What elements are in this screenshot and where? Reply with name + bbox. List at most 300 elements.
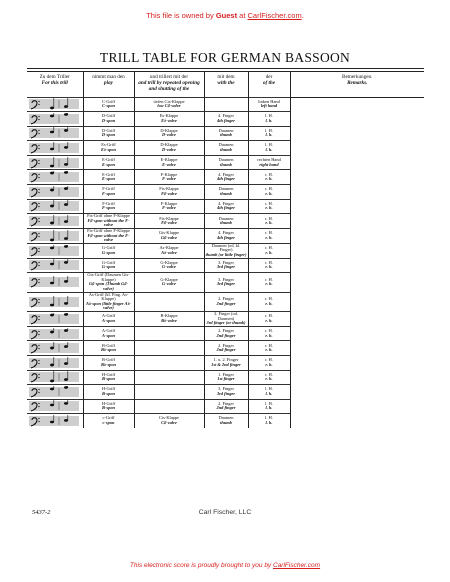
fingering-cell [83,126,134,141]
trill-notation [27,326,83,341]
hand-de: l. H. [265,142,273,148]
key-cell [134,370,204,385]
key-en: D-valve [162,147,176,153]
table-row [27,311,424,326]
fingering-de: D-Griff [101,127,116,133]
fingering-cell [83,399,134,414]
finger-de: 4. Finger [218,171,234,177]
finger-cell [204,311,248,326]
finger-de: 3. Finger [218,259,234,265]
bass-staff-icon [28,245,80,257]
bass-staff-icon [28,342,80,354]
hand-en: l. h. [265,390,273,396]
trill-notation [27,229,83,244]
hand-en: r. h. [265,376,273,382]
bass-staff-icon [28,215,80,227]
publisher-name: Carl Fischer, LLC [198,509,252,516]
finger-de: 1. u. 2. Finger [213,357,239,363]
remarks-cell [290,155,424,170]
fingering-cell [83,229,134,244]
bass-staff-icon [28,157,80,169]
trill-notation [27,341,83,356]
hand-en: r. h. [265,176,273,182]
remarks-cell [290,414,424,428]
finger-cell [204,341,248,356]
trill-notation [27,185,83,200]
key-cell [134,355,204,370]
remarks-cell [290,385,424,400]
key-en: G♯-valve [160,234,178,240]
bass-staff-icon [28,230,80,242]
finger-cell [204,414,248,428]
finger-de: Daumen [218,215,234,221]
finger-cell [204,385,248,400]
remarks-cell [290,341,424,356]
key-de: tiefen Cis-Klappe [153,98,185,104]
remarks-cell [290,243,424,258]
fingering-cell [83,97,134,112]
fingering-de: Es-Griff [101,142,116,148]
fingering-en: D-spon [101,117,116,123]
hand-de: r. H. [265,215,273,221]
hand-en: l. h. [265,117,273,123]
bass-staff-icon [28,296,80,308]
fingering-de: G-Griff [101,245,116,251]
hand-en: l. h. [265,132,273,138]
table-row [27,112,424,127]
finger-en: 4th finger [217,205,235,211]
key-en: E♭-valve [161,117,177,123]
remarks-cell [290,126,424,141]
trill-notation [27,311,83,326]
hand-de: r. H. [265,186,273,192]
trill-notation [27,414,83,428]
finger-cell [204,97,248,112]
hand-en: l. h. [265,420,273,426]
title-rule [27,68,424,69]
finger-en: thumb [220,161,232,167]
finger-en: 3rd finger (or thumb) [206,320,246,326]
key-de: E-Klappe [160,157,178,163]
hand-en: r. h. [265,300,273,306]
hand-de: r. H. [265,245,273,251]
hand-cell [248,311,290,326]
fingering-en: D-spon [101,132,116,138]
fingering-cell [83,326,134,341]
hand-cell [248,341,290,356]
fingering-cell [83,170,134,185]
finger-cell [204,112,248,127]
hand-cell [248,414,290,428]
fingering-en: E♭-spon [100,147,116,153]
finger-de: 4. Finger [218,230,234,236]
finger-cell [204,292,248,311]
finger-en: thumb [220,132,232,138]
table-row [27,170,424,185]
key-en: F♯-valve [161,190,177,196]
key-en: E-valve [162,161,176,167]
finger-en: 2nd finger [216,300,236,306]
hand-cell [248,326,290,341]
finger-de: 2. Finger [218,342,234,348]
key-en: low C♯-valve [157,103,181,109]
remarks-cell [290,399,424,414]
key-en: F♯-valve [161,220,177,226]
key-cell [134,170,204,185]
header-key: und trillert mit der and trill by repeated opening and shutting of the [134,72,204,97]
remarks-cell [290,311,424,326]
finger-cell [204,355,248,370]
fingering-en: E-spon [102,161,115,167]
table-row [27,155,424,170]
fingering-en: A♭-spon (little finger A♭-valve) [85,300,132,311]
fingering-de: D-Griff [101,113,116,119]
finger-cell [204,214,248,229]
key-en: F-valve [162,176,176,182]
trill-notation [27,370,83,385]
fingering-cell [83,243,134,258]
table-row [27,355,424,370]
key-en: B♭-valve [161,317,177,323]
hand-cell [248,399,290,414]
remarks-cell [290,112,424,127]
fingering-en: B-spon [102,405,115,411]
table-row [27,185,424,200]
key-cell [134,258,204,273]
fingering-cell [83,185,134,200]
key-de: F-Klappe [160,200,178,206]
header-trill: Zu dem Triller For this trill [39,74,70,86]
fingering-de: As-Griff (kl. Fing. As-Klappe) [88,292,129,302]
finger-cell [204,243,248,258]
header-fingering: nimmt man den play [83,72,134,97]
bottom-notice: This electronic score is proudly brought to you by CarlFischer.com [129,562,321,569]
hand-en: r. h. [265,249,273,255]
trill-notation [27,355,83,370]
hand-en: l. h. [265,147,273,153]
fingering-de: F-Griff [102,186,115,192]
finger-cell [204,326,248,341]
key-cell [134,414,204,428]
finger-cell [204,273,248,292]
finger-en: 3rd finger [216,281,236,287]
key-cell [134,399,204,414]
key-de: As-Klappe [159,245,179,251]
table-row [27,258,424,273]
hand-cell [248,243,290,258]
key-cell [134,229,204,244]
hand-de: r. H. [265,313,273,319]
key-en: C♯-valve [161,420,177,426]
fingering-cell [83,155,134,170]
key-cell [134,185,204,200]
trill-notation [27,155,83,170]
carlfischer-link-bottom[interactable]: CarlFischer.com [273,562,321,569]
fingering-en: B-spon [102,376,115,382]
fingering-de: A-Griff [101,327,116,333]
bass-staff-icon [28,415,80,427]
fingering-cell [83,214,134,229]
table-row [27,370,424,385]
bass-staff-icon [28,127,80,139]
fingering-de: F-Griff [102,200,115,206]
hand-de: r. H. [265,357,273,363]
trill-notation [27,141,83,156]
fingering-cell [83,273,134,292]
fingering-en: G-spon [101,249,116,255]
trill-notation [27,243,83,258]
key-de: Fis-Klappe [159,215,179,221]
trill-table [27,72,424,428]
table-row [27,243,424,258]
finger-cell [204,155,248,170]
hand-de: rechten Hand [257,157,281,163]
table-row [27,229,424,244]
key-cell [134,292,204,311]
fingering-cell [83,292,134,311]
fingering-en: F-spon [102,190,115,196]
key-cell [134,199,204,214]
fingering-cell [83,258,134,273]
finger-de: Daumen [218,157,234,163]
trill-notation [27,112,83,127]
hand-de: l. H. [265,415,273,421]
fingering-de: H-Griff [101,386,116,392]
key-en: A♭-valve [161,249,177,255]
key-en: F-valve [162,205,176,211]
fingering-de: Fis-Griff ohne F-Klappe [87,228,130,234]
fingering-de: E-Griff [102,157,115,163]
remarks-cell [290,370,424,385]
header-row [27,72,424,97]
bass-staff-icon [28,276,80,288]
fingering-en: B♭-spon [100,347,116,353]
hand-en: r. h. [265,234,273,240]
fingering-en: B♭-spon [100,361,116,367]
hand-de: l. H. [265,113,273,119]
finger-cell [204,370,248,385]
table-row [27,341,424,356]
finger-de: 3. Finger [218,386,234,392]
finger-de: 2. Finger [218,296,234,302]
hand-de: linken Hand [258,98,280,104]
hand-de: r. H. [265,259,273,265]
remarks-cell [290,229,424,244]
bass-staff-icon [28,142,80,154]
fingering-en: F♯-spon without the F-valve [87,217,130,228]
finger-de: 3. Finger (od. Daumen) [214,311,238,321]
bass-staff-icon [28,113,80,125]
fingering-de: C-Griff [101,98,116,104]
finger-en: 1st finger [217,376,235,382]
hand-de: r. H. [265,327,273,333]
fingering-de: A-Griff [101,313,116,319]
table-row [27,214,424,229]
hand-cell [248,185,290,200]
finger-en: 2nd finger [216,405,236,411]
header-remarks: Bemerkungen. Remarks. [290,72,424,97]
hand-cell [248,170,290,185]
finger-de: 1. Finger [218,371,234,377]
hand-de: r. H. [265,342,273,348]
key-cell [134,273,204,292]
fingering-cell [83,341,134,356]
fingering-de: E-Griff [102,171,115,177]
fingering-de: H-Griff [101,400,116,406]
bass-staff-icon [28,357,80,369]
finger-en: thumb (or little finger) [205,252,247,257]
finger-en: 4th finger [217,234,235,240]
hand-en: r. h. [265,317,273,323]
remarks-cell [290,355,424,370]
hand-de: l. H. [265,386,273,392]
key-cell [134,311,204,326]
fingering-de: B-Griff [101,357,116,363]
finger-cell [204,185,248,200]
hand-cell [248,229,290,244]
finger-de: 4. Finger [218,200,234,206]
page-title: TRILL TABLE FOR GERMAN BASSOON [99,50,351,65]
trill-notation [27,273,83,292]
remarks-cell [290,141,424,156]
finger-en: thumb [220,190,232,196]
key-en: D-valve [162,132,176,138]
key-de: Fis-Klappe [159,186,179,192]
finger-de: Daumen (od. kl. Finger) [211,243,241,253]
trill-notation [27,170,83,185]
bass-staff-icon [28,328,80,340]
finger-cell [204,170,248,185]
hand-de: r. H. [265,296,273,302]
bass-staff-icon [28,259,80,271]
hand-cell [248,199,290,214]
hand-cell [248,273,290,292]
fingering-en: C-spon [102,103,115,109]
remarks-cell [290,258,424,273]
hand-de: r. H. [265,200,273,206]
hand-cell [248,141,290,156]
hand-en: left hand [260,103,278,109]
hand-en: r. h. [265,361,273,367]
key-de: B-Klappe [160,313,178,319]
hand-cell [248,385,290,400]
finger-en: 3rd finger [216,390,236,396]
hand-cell [248,292,290,311]
key-cell [134,214,204,229]
key-en: G-valve [162,264,176,270]
remarks-cell [290,292,424,311]
table-row [27,292,424,311]
fingering-en: E-spon [102,176,115,182]
hand-en: r. h. [265,264,273,270]
hand-de: r. H. [265,276,273,282]
bass-staff-icon [28,400,80,412]
hand-de: l. H. [265,127,273,133]
hand-de: r. H. [265,371,273,377]
table-row [27,97,424,112]
fingering-en: A-spon [102,317,115,323]
carlfischer-link[interactable]: CarlFischer.com [247,11,302,20]
fingering-de: H-Griff [101,371,116,377]
finger-cell [204,141,248,156]
hand-en: right hand [259,161,279,167]
bass-staff-icon [28,98,80,110]
key-de: D-Klappe [160,142,178,148]
finger-de: 4. Finger [218,113,234,119]
hand-cell [248,370,290,385]
trill-notation [27,97,83,112]
finger-en: 1st & 2nd finger [211,361,241,367]
hand-de: l. H. [265,400,273,406]
key-cell [134,141,204,156]
header-finger: mit dem with the [204,72,248,97]
finger-de: Daumen [218,127,234,133]
fingering-en: F♯-spon without the F-valve [87,232,130,243]
hand-de: r. H. [265,171,273,177]
table-row [27,385,424,400]
finger-en: thumb [220,147,232,153]
fingering-cell [83,112,134,127]
remarks-cell [290,170,424,185]
catalog-code: 5437-2 [32,509,51,516]
finger-cell [204,199,248,214]
fingering-cell [83,385,134,400]
bass-staff-icon [28,171,80,183]
fingering-de: B-Griff [101,342,116,348]
trill-notation [27,214,83,229]
fingering-de: c-Griff [102,415,115,421]
trill-notation [27,292,83,311]
hand-en: r. h. [265,332,273,338]
finger-de: 2. Finger [218,327,234,333]
fingering-de: Gis-Griff (Daumen Gis-Klappe) [87,272,130,282]
finger-cell [204,399,248,414]
fingering-en: A-spon [102,332,115,338]
finger-cell [204,229,248,244]
hand-cell [248,355,290,370]
fingering-de: G-Griff [101,259,116,265]
trill-notation [27,399,83,414]
fingering-cell [83,370,134,385]
finger-de: Daumen [218,415,234,421]
table-row [27,126,424,141]
fingering-en: G♯-spon (Thumb G♯-valve) [88,281,129,291]
key-de: G-Klappe [160,259,178,265]
bass-staff-icon [28,200,80,212]
trill-notation [27,126,83,141]
table-row [27,141,424,156]
key-cell [134,97,204,112]
key-cell [134,155,204,170]
table-row [27,273,424,292]
hand-en: r. h. [265,281,273,287]
key-cell [134,385,204,400]
key-cell [134,326,204,341]
bass-staff-icon [28,386,80,398]
key-cell [134,341,204,356]
finger-en: 3rd finger [216,264,236,270]
hand-cell [248,258,290,273]
finger-de: Daumen [218,142,234,148]
trill-notation [27,199,83,214]
remarks-cell [290,214,424,229]
fingering-en: B-spon [102,390,115,396]
finger-de: 3. Finger [218,276,234,282]
table-row [27,399,424,414]
finger-cell [204,258,248,273]
owner-name: Guest [215,11,238,20]
finger-cell [204,126,248,141]
